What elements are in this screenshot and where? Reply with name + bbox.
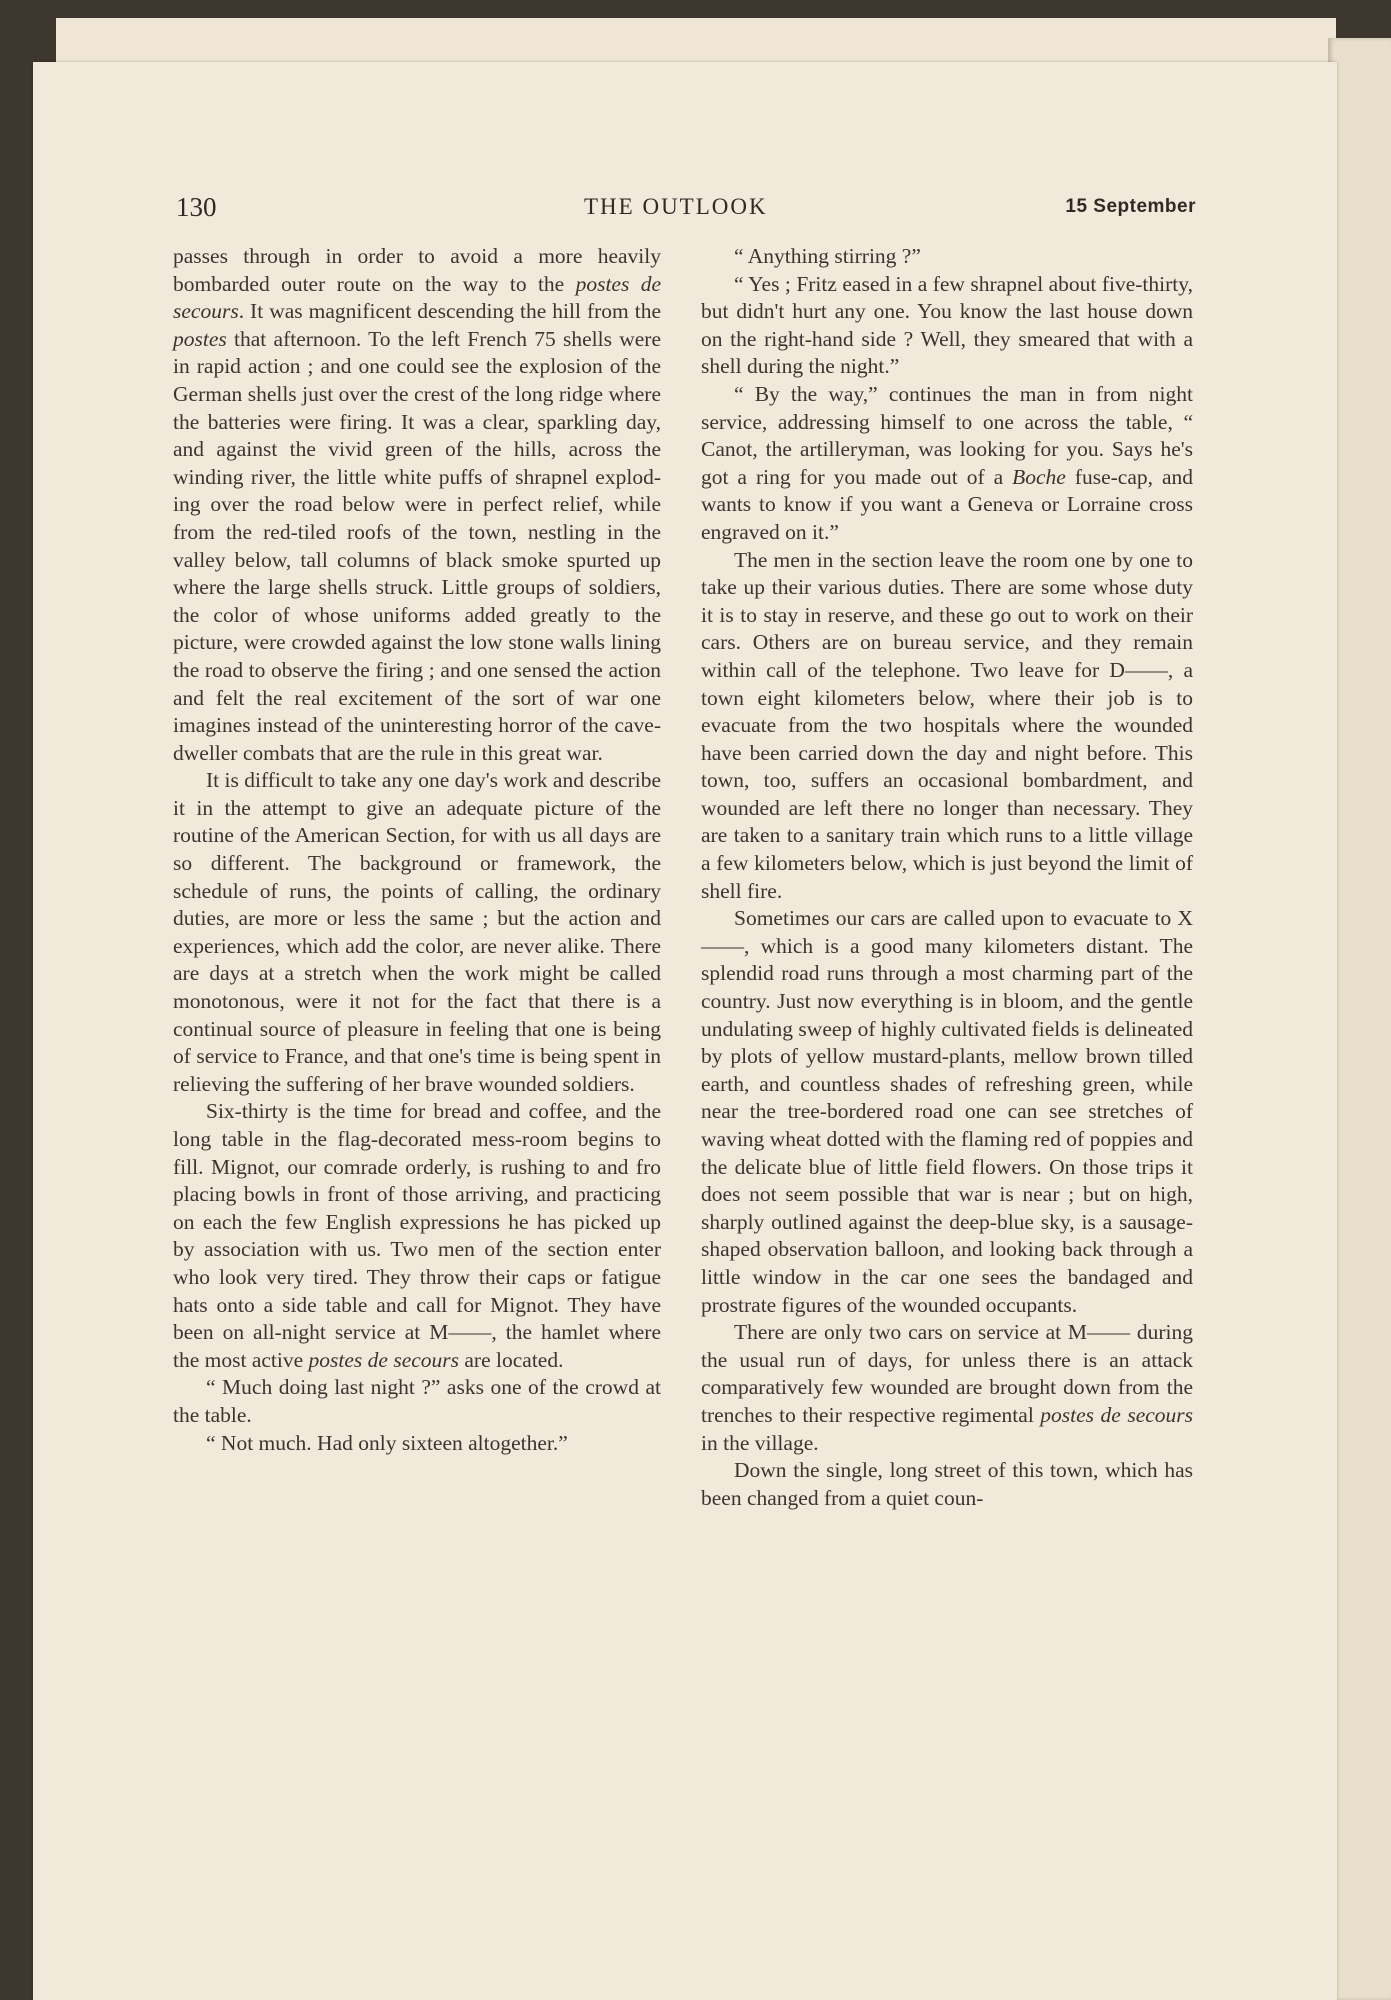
paragraph: Sometimes our cars are called upon to evacuate to X——, which is a good many kilometers distant. The splendid road runs through a most charming part of the country. Just now everything is in bloom, and the gentle undulating sweep of highly cultivated fields is delineated by plots of yellow mustard-plants, mellow brown tilled earth, and countless shades of refreshing green, while near the tree-bordered road one can see stretches of waving wheat dotted with the flaming red of poppies and the delicate blue of little field flowers. On those trips it does not seem possible that war is near ; but on high, sharply outlined against the deep-blue sky, is a sausage-shaped observation balloon, and looking back through a little window in the car one sees the bandaged and prostrate figures of the wounded occupants. (701, 906, 1193, 1317)
facing-page-edge (1328, 38, 1391, 2000)
issue-date: 15 September (1065, 196, 1196, 217)
paragraph: “ Much doing last night ?” asks one of the crowd at the table. (173, 1375, 661, 1427)
paragraph: “ Yes ; Fritz eased in a few shrapnel about five-thirty, but didn't hurt any one. You know the last house down on the right-hand side ? Well, they smeared that with a shell during the night.” (701, 271, 1193, 379)
paragraph: It is difficult to take any one day's work and describe it in the attempt to give an adequate picture of the routine of the American Section, for with us all days are so different. The background or framework, the schedule of runs, the points of calling, the ordinary duties, are more or less the same ; but the action and experiences, which add the color, are never alike. There are days at a stretch when the work might be called monotonous, were it not for the fact that there is a continual source of pleasure in feeling that one is being of service to France, and that one's time is being spent in relieving the suffering of her brave wounded soldiers. (173, 768, 661, 1096)
running-title: THE OUTLOOK (584, 194, 768, 219)
paragraph: There are only two cars on service at M—— during the usual run of days, for unless there is an attack comparatively few wounded are brought down from the trenches to their respective regimental postes de secours in the village. (701, 1320, 1194, 1455)
paragraph: Down the single, long street of this town, which has been changed from a quiet coun- (701, 1458, 1193, 1510)
paragraph: “ Anything stirring ?” (734, 244, 921, 268)
paragraph: passes through in order to avoid a more heavily bombarded outer route on the way to the postes de secours. It was magnificent descending the hill from the postes that afternoon. To the left French 75 shells were in rapid action ; and one could see the explosion of the German shells just over the crest of the long ridge where the batteries were firing. It was a clear, sparkling day, and against the vivid green of the hills, across the winding river, the little white puffs of shrapnel exploding over the road below were in perfect relief, while from the red-tiled roofs of the town, nestling in the valley below, tall columns of black smoke spurted up where the large shells struck. Little groups of soldiers, the color of whose uniforms added greatly to the picture, were crowded against the low stone walls lining the road to observe the firing ; and one sensed the action and felt the real excitement of the sort of war one imagines instead of the uninteresting horror of the cave-dweller combats that are the rule in this great war. (173, 244, 661, 765)
paragraph: “ By the way,” continues the man in from night service, addressing himself to one across the table, “ Canot, the artilleryman, was looking for you. Says he's got a ring for you made out of a Boche fuse-cap, and wants to know if you want a Geneva or Lorraine cross engraved on it.” (701, 381, 1194, 544)
right-column (701, 243, 1193, 1512)
left-column (173, 243, 661, 1457)
paragraph: Six-thirty is the time for bread and coffee, and the long table in the flag-decorated mess-room begins to fill. Mignot, our comrade orderly, is rushing to and fro placing bowls in front of those arriving, and practicing on each the few English expressions he has picked up by association with us. Two men of the section enter who look very tired. They throw their caps or fatigue hats onto a side table and call for Mignot. They have been on all-night service at M——, the hamlet where the most active postes de secours are located. (173, 1099, 661, 1372)
page-number: 130 (176, 192, 217, 222)
paragraph: “ Not much. Had only sixteen altogether.” (206, 1430, 568, 1455)
paragraph: The men in the section leave the room one by one to take up their various duties. There are some whose duty it is to stay in reserve, and these go out to work on their cars. Others are on bureau service, and they remain within call of the telephone. Two leave for D——, a town eight kilometers below, where their job is to evacuate from the two hospitals where the wounded have been carried down the day and night before. This town, too, suffers an occasional bombardment, and wounded are left there no longer than necessary. They are taken to a sanitary train which runs to a little village a few kilometers below, which is just beyond the limit of shell fire. (701, 547, 1193, 903)
